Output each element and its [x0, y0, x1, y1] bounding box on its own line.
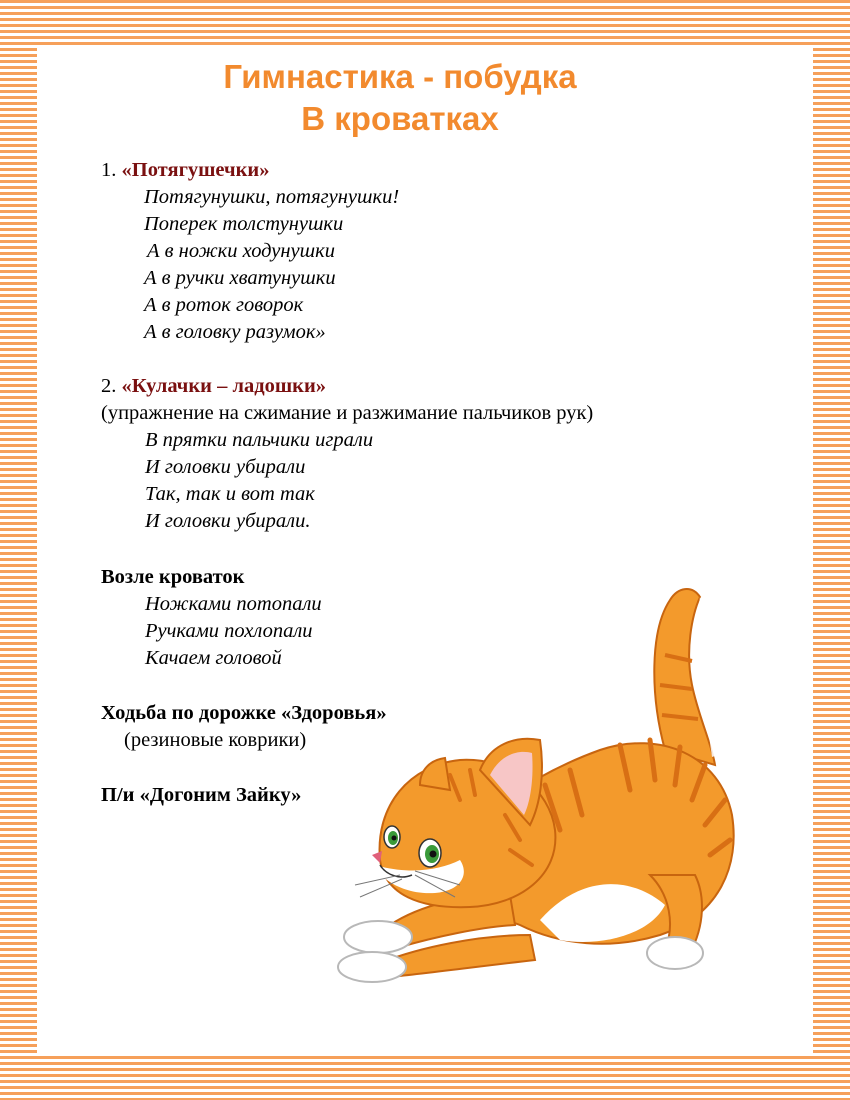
verse-line: Ручками похлопали: [145, 620, 313, 642]
verse-line: Поперек толстунушки: [144, 213, 344, 235]
verse-line: А в ручки хватунушки: [144, 267, 336, 289]
section-1-heading: [101, 157, 269, 183]
section-4-heading: Ходьба по дорожке «Здоровья»: [101, 702, 387, 724]
page-subtitle: В кроватках: [301, 100, 499, 137]
section-2-number: 2.: [101, 375, 122, 397]
verse-line: А в ножки ходунушки: [147, 240, 335, 262]
verse-line: Потягунушки, потягунушки!: [144, 186, 400, 208]
verse-line: В прятки пальчики играли: [145, 429, 374, 451]
section-2-note: (упражнение на сжимание и разжимание пальчиков рук): [101, 402, 594, 424]
section-1-name: «Потягушечки»: [121, 159, 270, 181]
verse-line: Ножками потопали: [145, 593, 322, 615]
section-2-name: «Кулачки – ладошки»: [121, 375, 327, 397]
verse-line: И головки убирали: [145, 456, 306, 478]
section-1-number: 1.: [101, 159, 122, 181]
stretching-cat-icon: [320, 575, 770, 985]
verse-line: Качаем головой: [145, 647, 282, 669]
page-title: Гимнастика - побудка: [223, 58, 577, 95]
verse-line: Так, так и вот так: [145, 483, 315, 505]
section-4-note: (резиновые коврики): [124, 729, 307, 751]
verse-line: И головки убирали.: [145, 510, 311, 532]
section-5-heading: П/и «Догоним Зайку»: [101, 784, 302, 806]
section-3-heading: Возле кроваток: [101, 566, 245, 588]
verse-line: А в роток говорок: [144, 294, 304, 316]
verse-line: А в головку разумок»: [144, 321, 326, 343]
section-2-heading: [101, 373, 326, 399]
